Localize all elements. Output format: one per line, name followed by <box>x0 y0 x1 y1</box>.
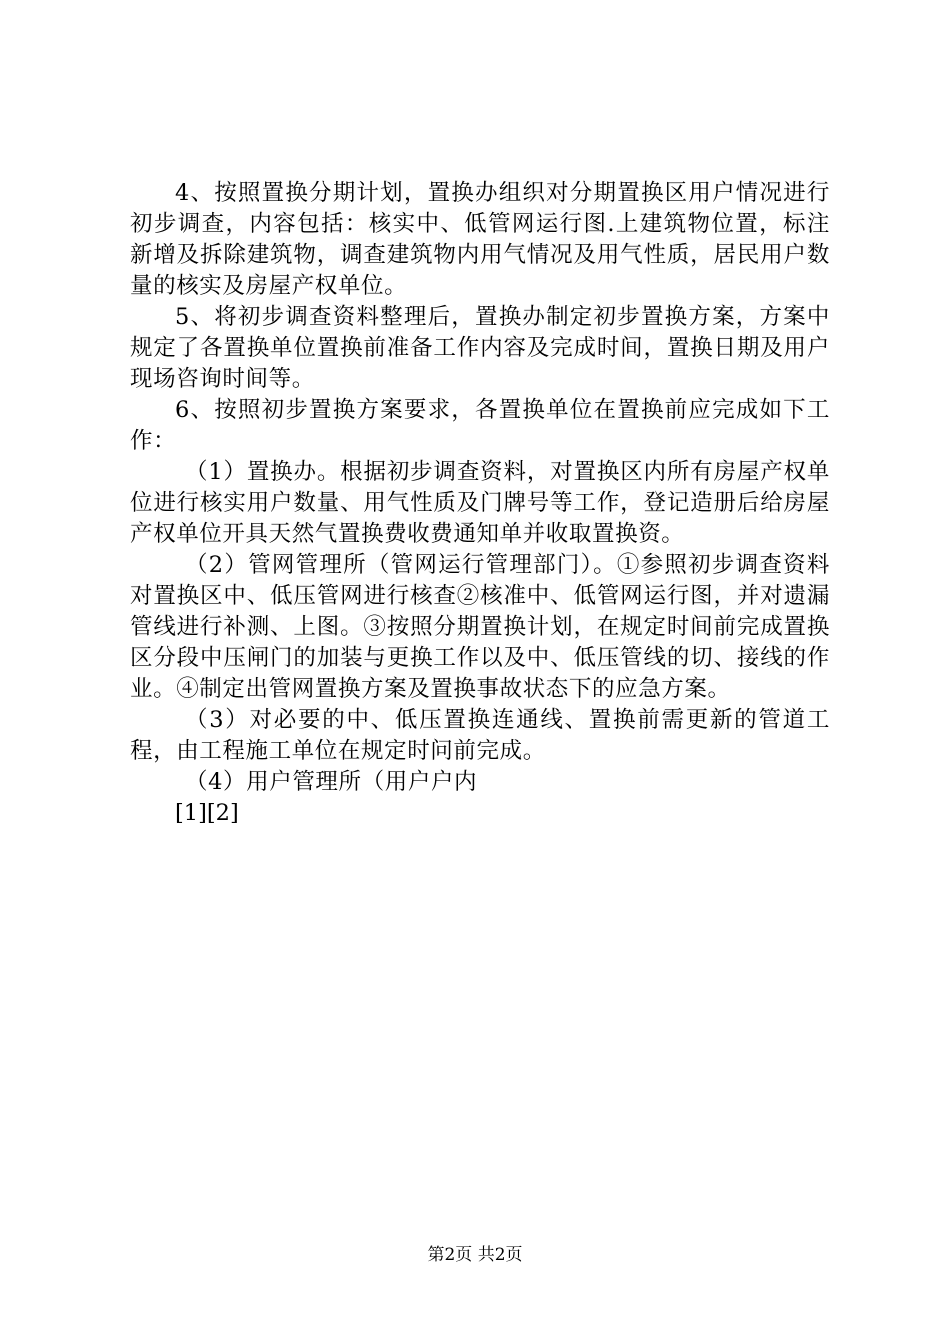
paragraph-item-6: 6、按照初步置换方案要求，各置换单位在置换前应完成如下工作： <box>130 397 830 454</box>
sub-paragraph-4: （4）用户管理所（用户户内 <box>185 769 478 795</box>
sub-paragraph-2: （2）管网管理所（管网运行管理部门）。①参照初步调查资料对置换区中、低压管网进行核查②核准中、低管网运行图，并对遗漏管线进行补测、上图。③按照分期置换计划，在规定时间前完成置换区分段中压闸门的加装与更换工作以及中、低压管线的切、接线的作业。④制定出管网置换方案及置换事故状态下的应急方案。 <box>130 552 830 702</box>
document-body <box>130 178 830 829</box>
paragraph-item-4: 4、按照置换分期计划，置换办组织对分期置换区用户情况进行初步调查，内容包括：核实中、低管网运行图.上建筑物位置，标注新增及拆除建筑物，调查建筑物内用气情况及用气性质，居民用户数量的核实及房屋产权单位。 <box>130 180 830 299</box>
page-links[interactable]: [1][2] <box>175 800 239 826</box>
paragraph-item-5: 5、将初步调查资料整理后，置换办制定初步置换方案，方案中规定了各置换单位置换前准备工作内容及完成时间，置换日期及用户现场咨询时间等。 <box>130 304 830 392</box>
sub-paragraph-1: （1）置换办。根据初步调查资料，对置换区内所有房屋产权单位进行核实用户数量、用气性质及门牌号等工作，登记造册后给房屋产权单位开具天然气置换费收费通知单并收取置换资。 <box>130 459 830 547</box>
sub-paragraph-3: （3）对必要的中、低压置换连通线、置换前需更新的管道工程，由工程施工单位在规定时问前完成。 <box>130 707 830 764</box>
page-footer: 第2页 共2页 <box>427 1245 523 1265</box>
